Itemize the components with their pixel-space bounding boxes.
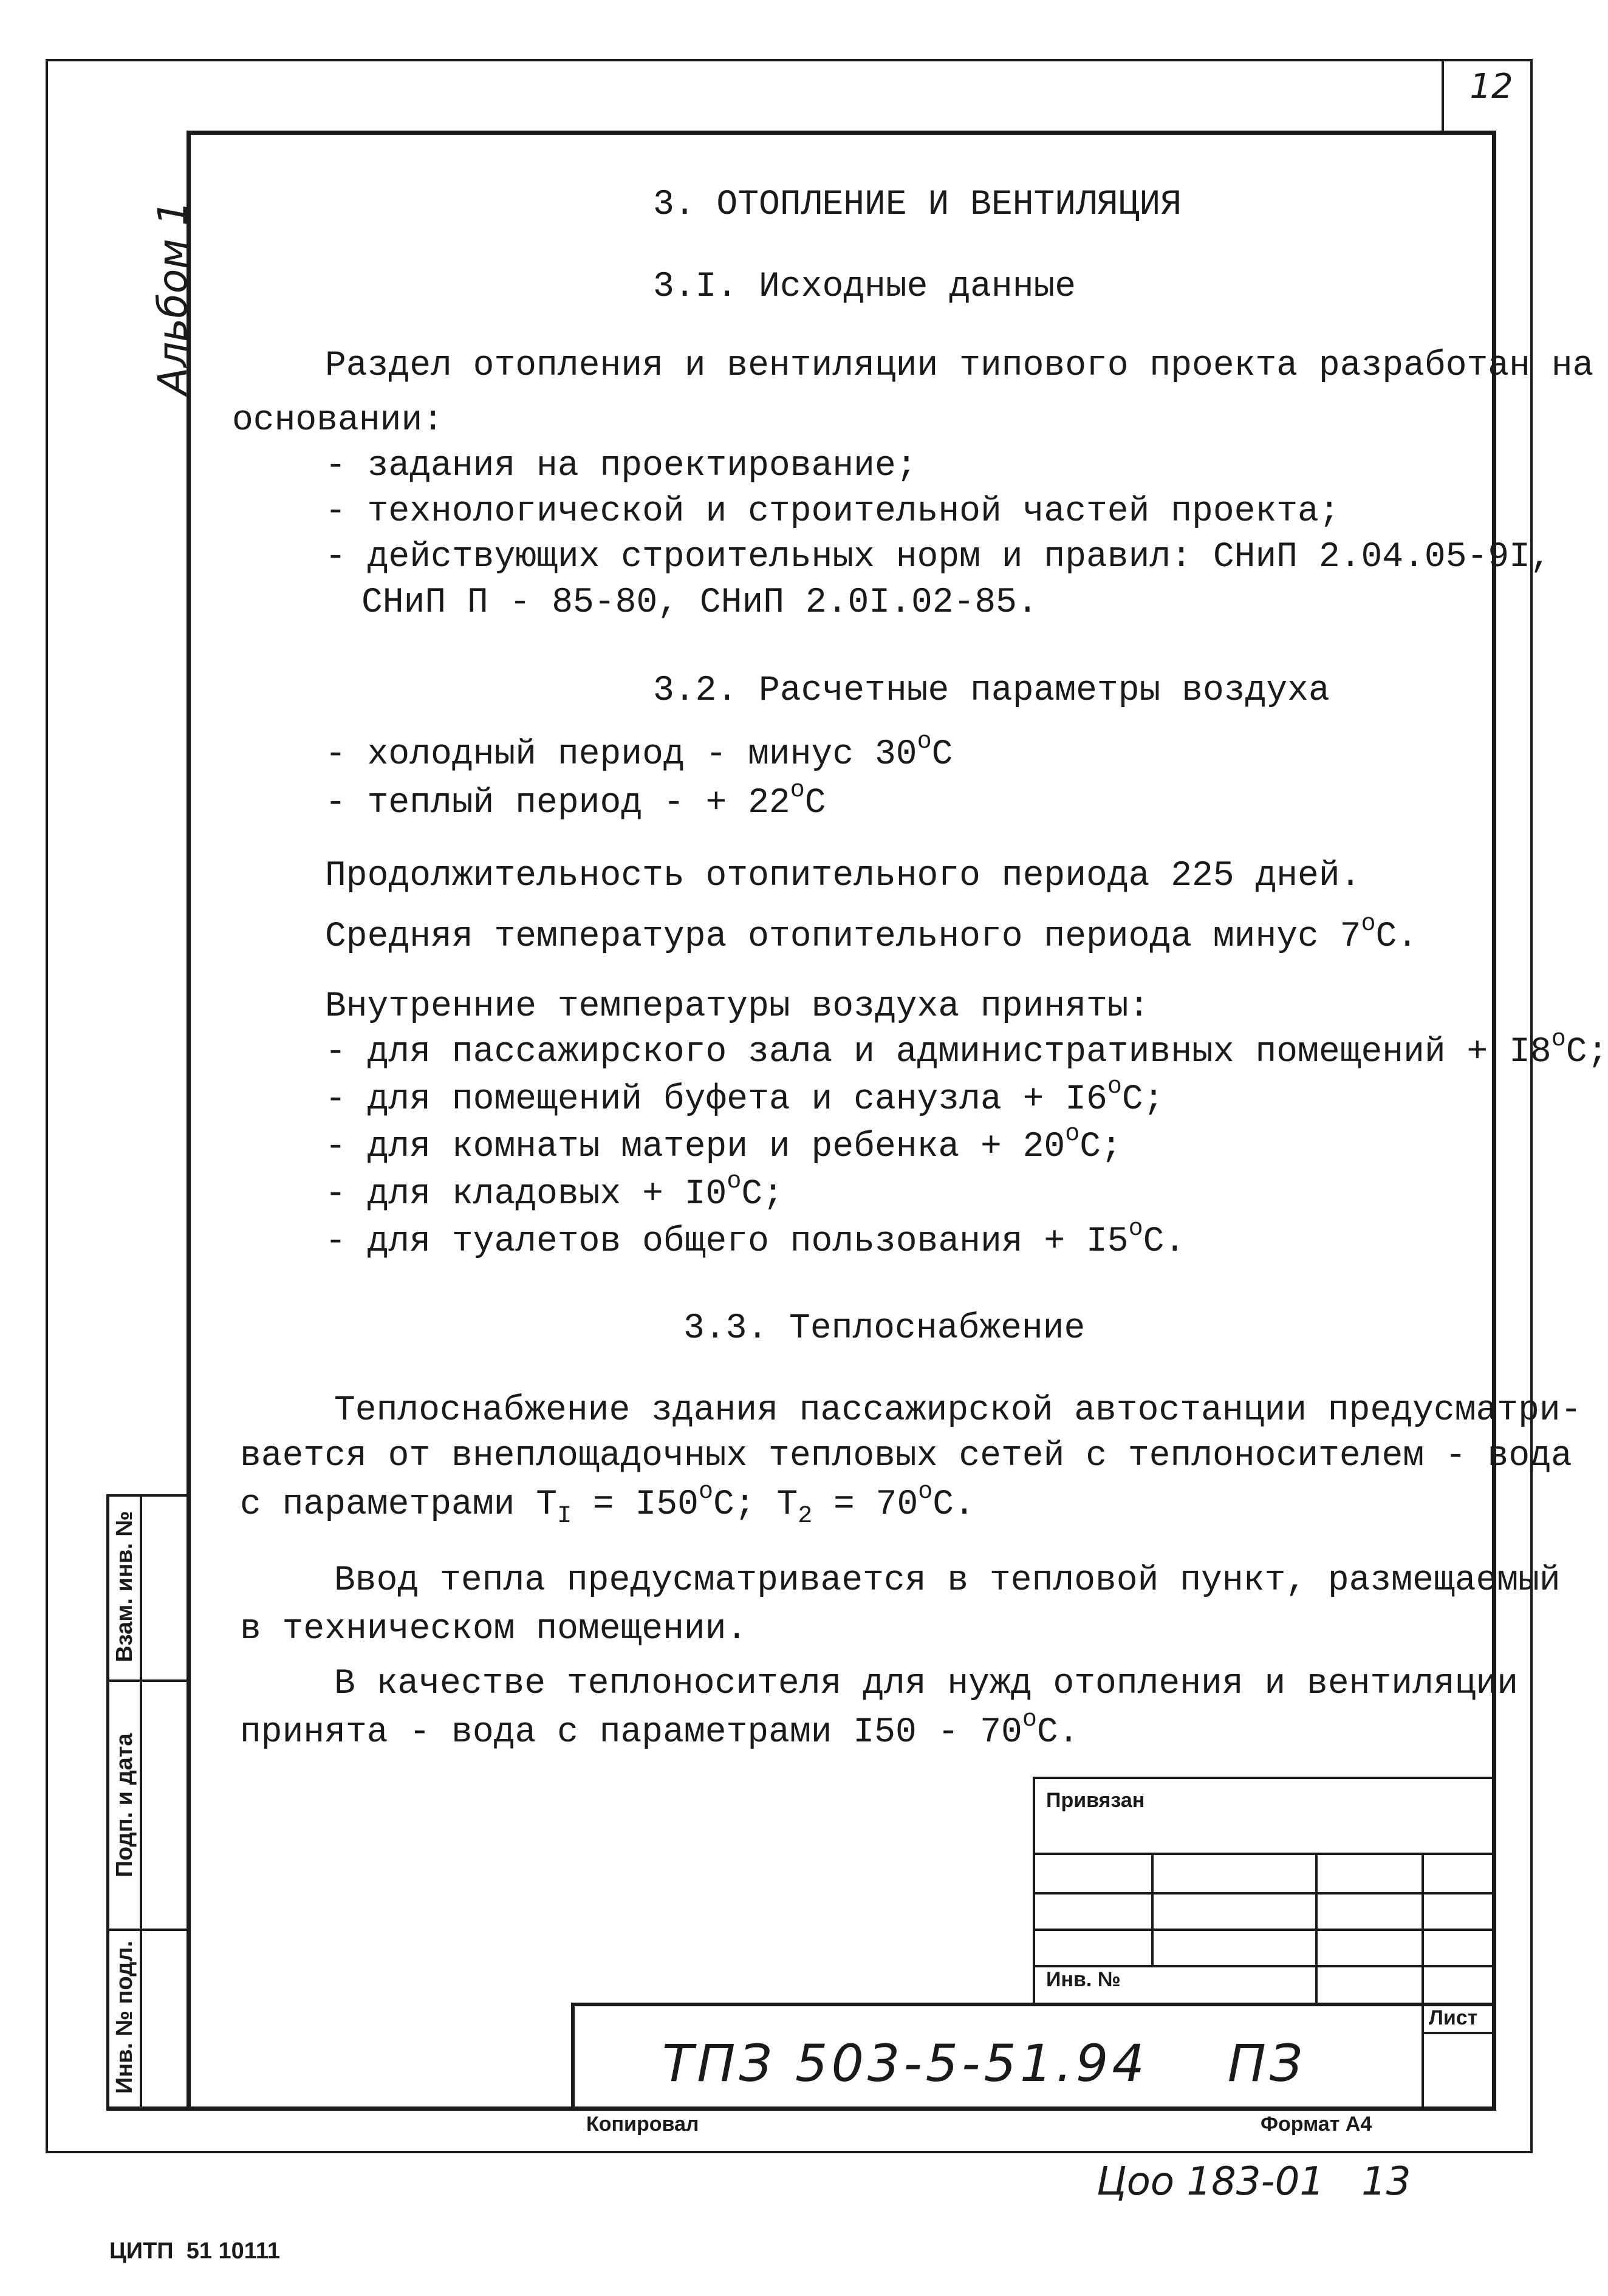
deg-unit: С (804, 784, 826, 823)
params-text: С. (932, 1485, 975, 1525)
inner-temp-unit: С. (1143, 1222, 1186, 1262)
section-3-1-intro-line2: основании: (232, 401, 444, 440)
handwritten-code: Цоо 183-01 13 (1097, 2159, 1411, 2204)
section-3-1-item-2: - технологической и строительной частей проекта; (325, 492, 1340, 531)
inner-frame-right (1492, 131, 1496, 2111)
inner-frame-bottom (106, 2106, 1496, 2111)
stamp-kopiroval: Копировал (586, 2113, 699, 2136)
stamp-grid-h1 (1033, 1853, 1496, 1855)
inner-temp-item (325, 1073, 1165, 1119)
stamp-privyazan-left (1033, 1777, 1035, 2004)
heat-supply-p2-line2: в техническом помещении. (240, 1610, 748, 1649)
section-3-2-title: 3.2. Расчетные параметры воздуха (653, 671, 1330, 711)
inner-temps-title: Внутренние температуры воздуха приняты: (325, 987, 1150, 1027)
inner-temp-label: - для помещений буфета и санузла + I6 (325, 1080, 1107, 1119)
params-text: = 70 (812, 1485, 919, 1525)
inner-temp-label: - для пассажирского зала и административных помещений + I8 (325, 1033, 1552, 1072)
outer-frame-top (46, 59, 1533, 61)
params-text: принята - вода с параметрами I50 - 70 (240, 1713, 1022, 1752)
outer-frame-bottom (46, 2151, 1533, 2153)
side-label-vzam-inv: Взам. инв. № (112, 1511, 137, 1662)
degree-sign: o (727, 1168, 742, 1195)
stamp-grid-h2 (1033, 1892, 1496, 1895)
inner-temp-item (325, 1168, 784, 1214)
stamp-privyazan-label: Привязан (1046, 1789, 1145, 1812)
side-strip-div-1 (106, 1679, 188, 1682)
heat-supply-p3-line2 (240, 1706, 1079, 1752)
stamp-privyazan-top (1033, 1777, 1496, 1779)
section-3-1-item-3: - действующих строительных норм и правил: СНиП 2.04.05-9I, (325, 538, 1552, 577)
title-block-list-h (1422, 2032, 1496, 2034)
inner-temp-unit: С; (741, 1175, 784, 1214)
heat-supply-p1-line2: вается от внеплощадочных тепловых сетей с теплоносителем - вода (240, 1437, 1572, 1476)
degree-sign: o (1361, 911, 1376, 938)
page-number-box-left (1442, 59, 1444, 131)
section-3-1-item-1: - задания на проектирование; (325, 446, 917, 486)
side-label-podp-data: Подп. и дата (112, 1733, 137, 1877)
inner-frame-left (186, 131, 191, 2111)
avg-temp-line (325, 911, 1418, 957)
heat-supply-p2-line1: Ввод тепла предусматривается в тепловой пункт, размещаемый (334, 1561, 1561, 1601)
inner-temp-item (325, 1026, 1608, 1072)
cold-period-line (325, 728, 953, 774)
section-3-1-norms-continued: СНиП П - 85-80, СНиП 2.0I.02-85. (361, 583, 1038, 623)
inner-frame-top (188, 131, 1496, 135)
inner-temp-label: - для туалетов общего пользования + I5 (325, 1222, 1129, 1262)
inner-temp-unit: С; (1565, 1033, 1608, 1072)
degree-sign: o (790, 777, 805, 804)
stamp-grid-v2 (1315, 1853, 1318, 2004)
inner-temp-unit: С; (1079, 1127, 1122, 1167)
stamp-grid-h4 (1033, 1965, 1496, 1967)
inner-temp-item (325, 1215, 1186, 1262)
side-strip-left (106, 1494, 109, 2111)
cold-period-text: - холодный период - минус 30 (325, 735, 917, 774)
stamp-inv-no-label: Инв. № (1046, 1968, 1121, 1991)
section-3-3-title: 3.3. Теплоснабжение (683, 1309, 1086, 1348)
degree-sign: o (1128, 1215, 1143, 1243)
heating-duration: Продолжительность отопительного периода 225 дней. (325, 856, 1361, 896)
title-block-list-divider (1422, 2003, 1424, 2111)
degree-sign: o (1022, 1706, 1037, 1734)
params-text: = I50 (572, 1485, 699, 1525)
title-block-top (571, 2003, 1496, 2006)
side-strip-div-inner (140, 1494, 142, 2111)
inner-temp-unit: С; (1121, 1080, 1165, 1119)
warm-period-line (325, 777, 826, 823)
stamp-grid-v1 (1151, 1853, 1154, 1965)
stamp-grid-h3 (1033, 1929, 1496, 1931)
stamp-format: Формат А4 (1261, 2113, 1372, 2136)
degree-sign: o (1551, 1026, 1566, 1053)
outer-frame-left (46, 59, 48, 2153)
stamp-list-label: Лист (1429, 2006, 1478, 2029)
title-block-left (571, 2003, 575, 2111)
warm-period-text: - теплый период - + 22 (325, 784, 790, 823)
degree-sign: o (1065, 1121, 1080, 1148)
params-text: С; T (713, 1485, 798, 1525)
stamp-grid-v3 (1422, 1853, 1424, 2004)
degree-sign: o (917, 728, 932, 756)
stamp-doc-code: ТПЗ 503-5-51.94 ПЗ (662, 2034, 1306, 2093)
section-3-1-title: 3.I. Исходные данные (653, 267, 1076, 307)
citp-footer: ЦИТП 51 10111 (109, 2238, 281, 2264)
subscript: 2 (798, 1503, 813, 1530)
heat-supply-p1-line1: Теплоснабжение здания пассажирской автостанции предусматри- (334, 1391, 1582, 1430)
page-number: 12 (1469, 67, 1513, 106)
inner-temp-label: - для кладовых + I0 (325, 1175, 727, 1214)
params-text: С. (1036, 1713, 1079, 1752)
subscript: I (557, 1503, 572, 1530)
inner-temp-item (325, 1121, 1122, 1167)
avg-temp-unit: С. (1375, 917, 1418, 957)
album-label: Альбом 1 (149, 200, 196, 395)
avg-temp-text: Средняя температура отопительного периода минус 7 (325, 917, 1361, 957)
inner-temp-label: - для комнаты матери и ребенка + 20 (325, 1127, 1066, 1167)
degree-sign: o (1107, 1073, 1122, 1101)
degree-sign: o (698, 1478, 713, 1506)
side-label-inv-podl: Инв. № подл. (112, 1940, 137, 2094)
section-3-title: 3. ОТОПЛЕНИЕ И ВЕНТИЛЯЦИЯ (653, 185, 1182, 225)
deg-unit: С (931, 735, 953, 774)
params-text: с параметрами T (240, 1485, 558, 1525)
degree-sign: o (918, 1478, 933, 1506)
heat-supply-p3-line1: В качестве теплоносителя для нужд отопления и вентиляции (334, 1664, 1519, 1704)
section-3-1-intro-line1: Раздел отопления и вентиляции типового проекта разработан на (325, 346, 1594, 386)
heat-supply-p1-line3 (240, 1478, 975, 1530)
